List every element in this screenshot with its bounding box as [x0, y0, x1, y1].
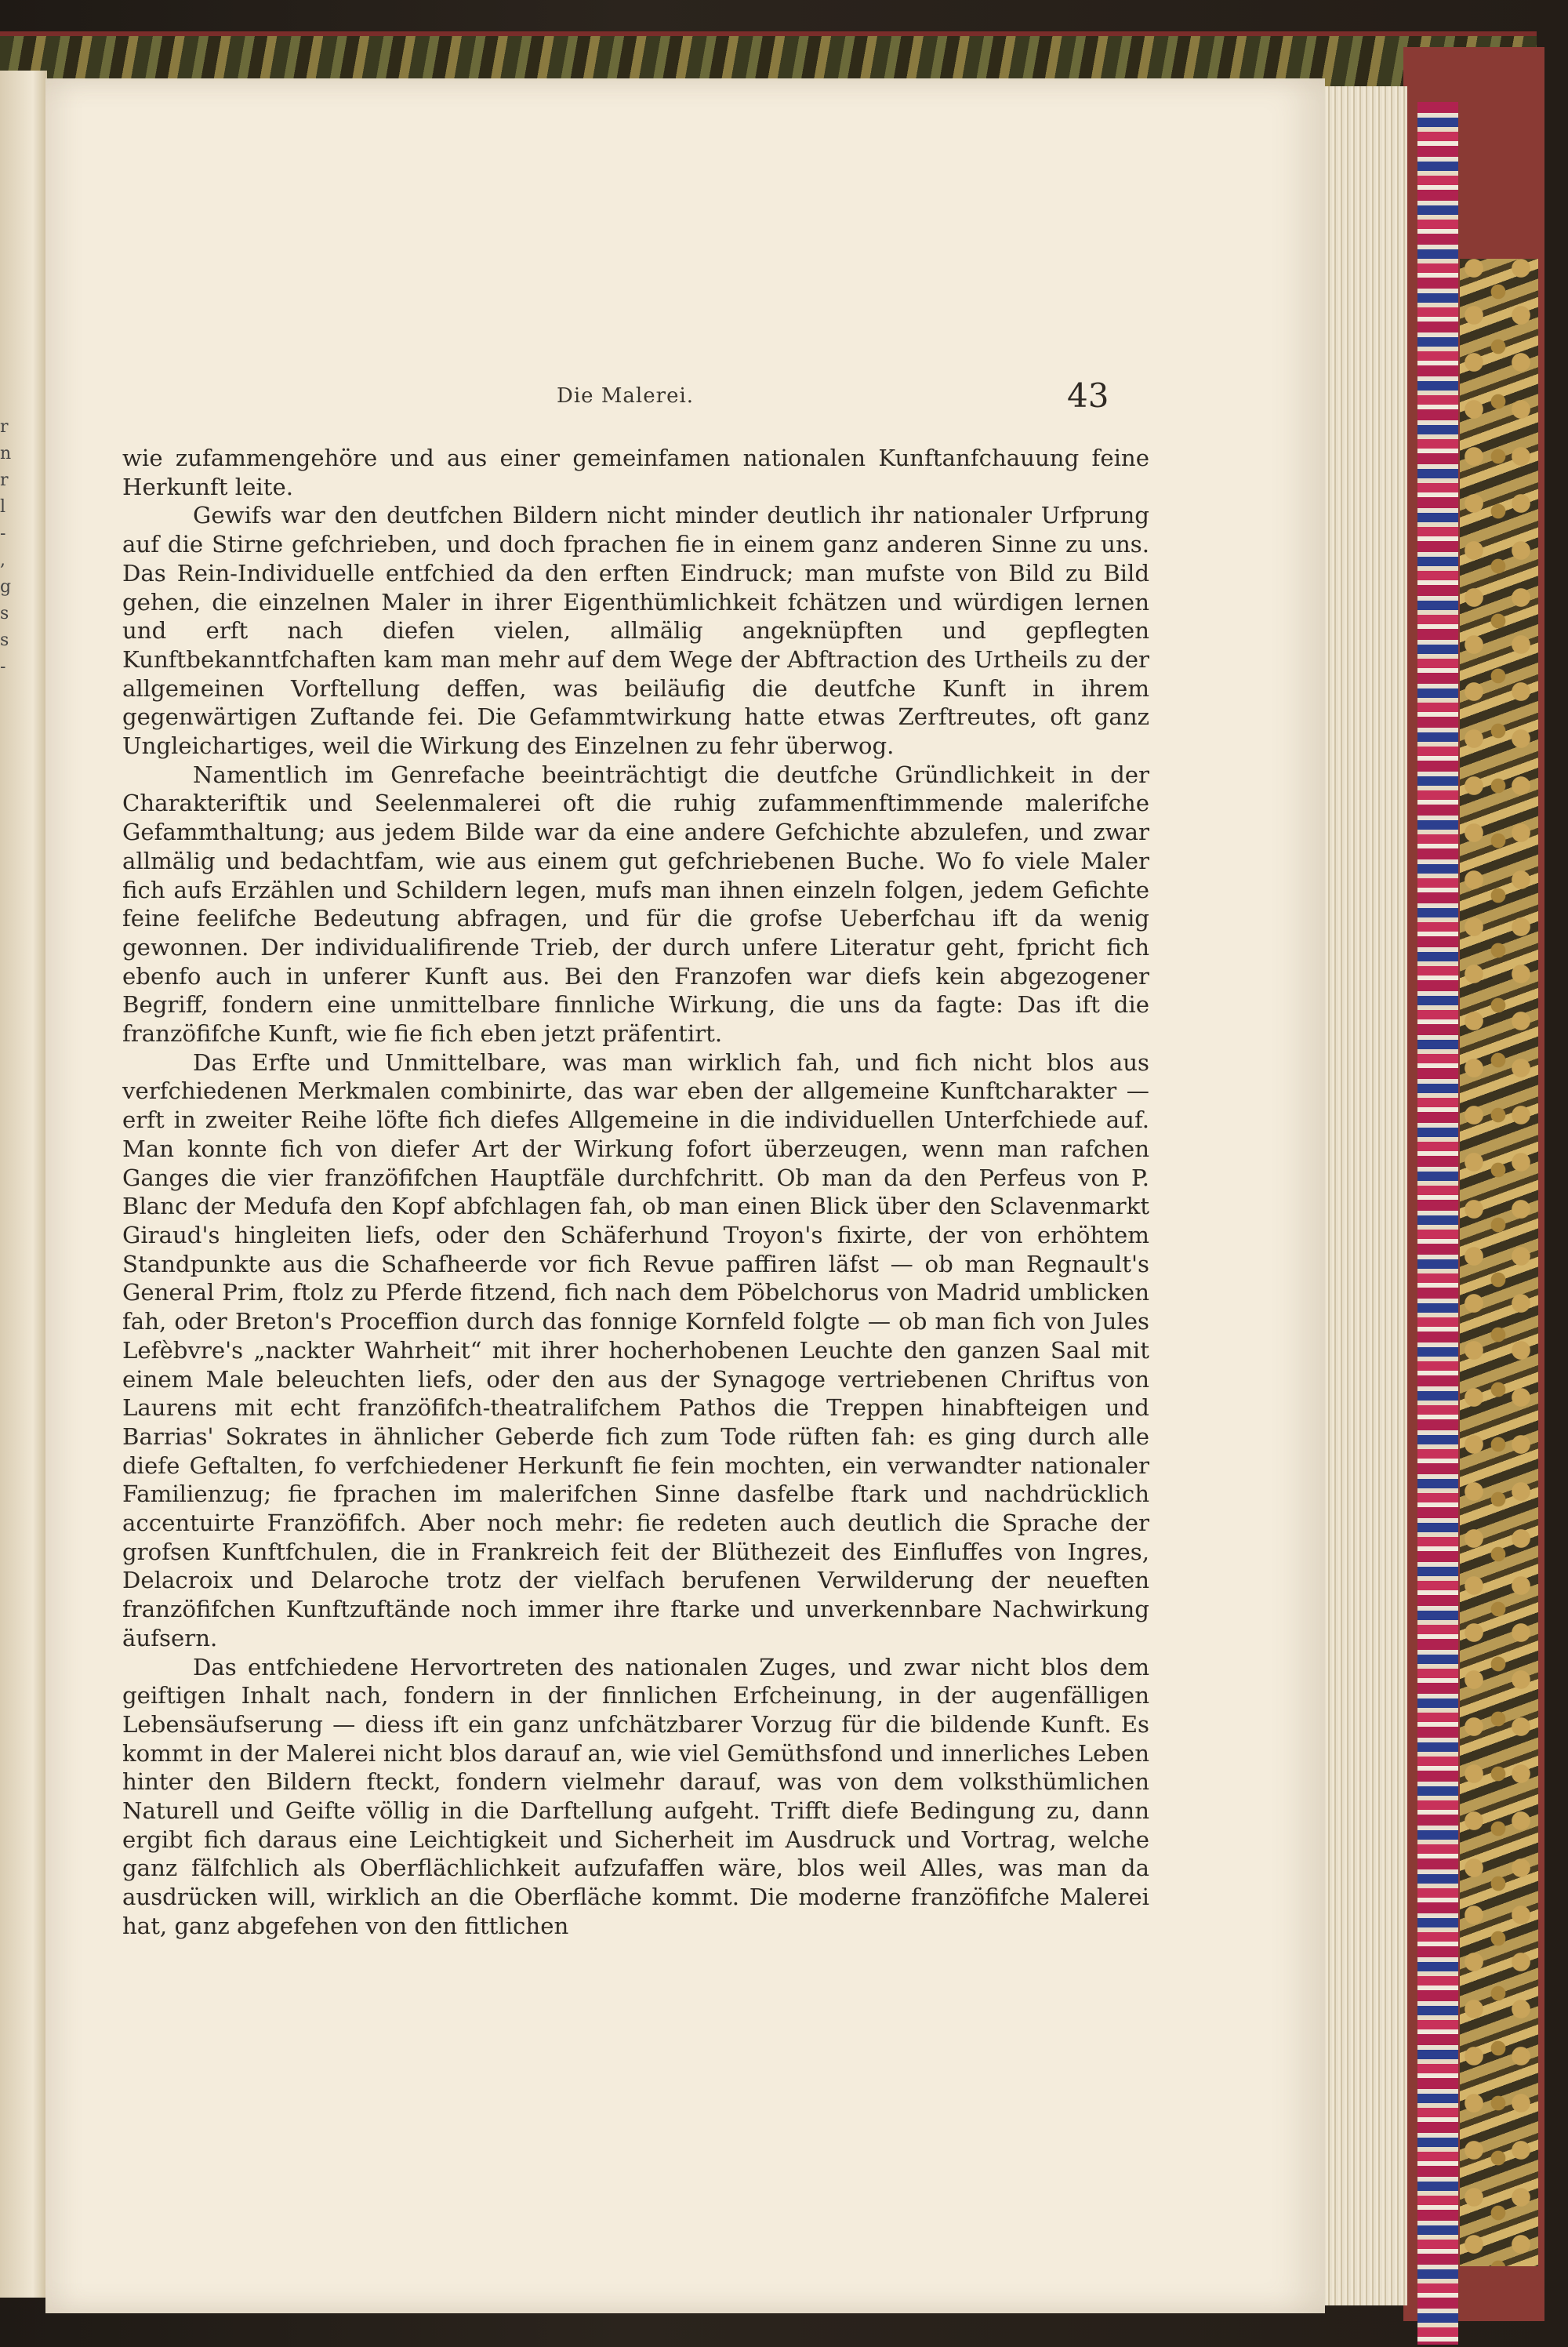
fragment: r [0, 417, 9, 437]
paragraph: Namentlich im Genrefache beeinträchtigt die deutfche Gründlichkeit in der Charakteriftik und Seelenmalerei oft die ruhig zufammenftimmende malerifche Gefammthaltung; aus jedem Bilde war da eine andere Gefchichte abzulefen, und zwar allmälig und bedachtfam, wie aus einem gut gefchriebenen Buche. Wo fo viele Maler fich aufs Erzählen und Schildern legen, mufs man ihnen einzeln folgen, jedem Gefichte feine feelifche Bedeutung abfragen, und für die grofse Ueberfchau ift da wenig gewonnen. Der individualifirende Trieb, der durch unfere Literatur geht, fpricht fich ebenfo auch in unferer Kunft aus. Bei den Franzofen war diefs kein abgezogener Begriff, fondern eine unmittelbare finnliche Wirkung, die uns da fagte: Das ift die franzöfifche Kunft, wie fie fich eben jetzt präfentirt. [122, 761, 1149, 1048]
body-text [122, 444, 1149, 1941]
paragraph: Das Erfte und Unmittelbare, was man wirklich fah, und fich nicht blos aus verfchiedenen Merkmalen combinirte, das war eben der allgemeine Kunftcharakter — erft in zweiter Reihe löfte fich diefes Allgemeine in die individuellen Unterfchiede auf. Man konnte fich von diefer Art der Wirkung fofort überzeugen, wenn man rafchen Ganges die vier franzöfifchen Hauptfäle durchfchritt. Ob man da den Perfeus von P. Blanc der Medufa den Kopf abfchlagen fah, ob man einen Blick über den Sclavenmarkt Giraud's hingleiten liefs, oder den Schäferhund Troyon's fixirte, der von erhöhtem Standpunkte aus die Schafheerde vor fich Revue paffiren läfst — ob man Regnault's General Prim, ftolz zu Pferde fitzend, fich nach dem Pöbelchorus von Madrid umblicken fah, oder Breton's Proceffion durch das fonnige Kornfeld folgte — ob man fich von Jules Lefèbvre's „nackter Wahrheit“ mit ihrer hocherhobenen Leuchte den ganzen Saal mit einem Male beleuchten liefs, oder den aus der Synagoge vertriebenen Chriftus von Laurens mit echt franzöfifch-theatralifchem Pathos die Treppen hinabfteigen und Barrias' Sokrates in ähnlicher Geberde fich zum Tode rüften fah: es ging durch alle diefe Geftalten, fo verfchiedener Herkunft fie fein mochten, ein verwandter nationaler Familienzug; fie fprachen im malerifchen Sinne dasfelbe ftark und nachdrücklich accentuirte Franzöfifch. Aber noch mehr: fie redeten auch deutlich die Sprache der grofsen Kunftfchulen, die in Frankreich feit der Blüthezeit des Einfluffes von Ingres, Delacroix und Delaroche trotz der vielfach berufenen Verwilderung der neueften franzöfifchen Kunftzuftände noch immer ihre ftarke und unverkennbare Nachwirkung äufsern. [122, 1048, 1149, 1651]
fragment: s [0, 630, 9, 650]
fragment: n [0, 444, 12, 463]
fragment: - [0, 524, 6, 543]
fragment: - [0, 657, 6, 677]
marbled-endpaper [1460, 259, 1538, 2266]
page-block-edge [1313, 86, 1407, 2305]
facing-page-text-fragments [0, 416, 24, 682]
paragraph: wie zufammengehöre und aus einer gemeinfamen nationalen Kunftanfchauung feine Herkunft leite. [122, 445, 1149, 500]
book-page [45, 78, 1325, 2313]
running-head: Die Malerei. [557, 384, 695, 408]
page-number: 43 [1067, 376, 1109, 415]
fragment: , [0, 550, 5, 570]
facing-page-edge [0, 71, 47, 2298]
paragraph: Das entfchiedene Hervortreten des nationalen Zuges, und zwar nicht blos dem geiftigen Inhalt nach, fondern in der finnlichen Erfcheinung, in der augenfälligen Lebensäufserung — diess ift ein ganz unfchätzbarer Vorzug für die bildende Kunft. Es kommt in der Malerei nicht blos darauf an, wie viel Gemüthsfond und innerliches Leben hinter den Bildern fteckt, fondern vielmehr darauf, was von dem volksthümlichen Naturell und Geifte völlig in die Darftellung aufgeht. Trifft diefe Bedingung zu, dann ergibt fich daraus eine Leichtigkeit und Sicherheit im Ausdruck und Vortrag, welche ganz fälfchlich als Oberflächlichkeit aufzufaffen wäre, blos weil Alles, was man da ausdrücken will, wirklich an die Oberfläche kommt. Die moderne franzöfifche Malerei hat, ganz abgefehen von den fittlichen [122, 1653, 1149, 1939]
fragment: l [0, 497, 6, 517]
marbled-edge-stripe [1417, 102, 1458, 2345]
fragment: r [0, 470, 9, 490]
fragment: g [0, 577, 12, 597]
fragment: s [0, 604, 9, 623]
paragraph: Gewifs war den deutfchen Bildern nicht minder deutlich ihr nationaler Urfprung auf die Stirne gefchrieben, und doch fprachen fie in einem ganz anderen Sinne zu uns. Das Rein-Individuelle entfchied da den erften Eindruck; man mufste von Bild zu Bild gehen, die einzelnen Maler in ihrer Eigenthümlichkeit fchätzen und würdigen lernen und erft nach diefen vielen, allmälig angeknüpften und gepflegten Kunftbekanntfchaften kam man mehr auf dem Wege der Abftraction des Urtheils zu der allgemeinen Vorftellung deffen, was beiläufig die deutfche Kunft in ihrem gegenwärtigen Zuftande fei. Die Gefammtwirkung hatte etwas Zerftreutes, oft ganz Ungleichartiges, weil die Wirkung des Einzelnen zu fehr überwog. [122, 502, 1149, 760]
